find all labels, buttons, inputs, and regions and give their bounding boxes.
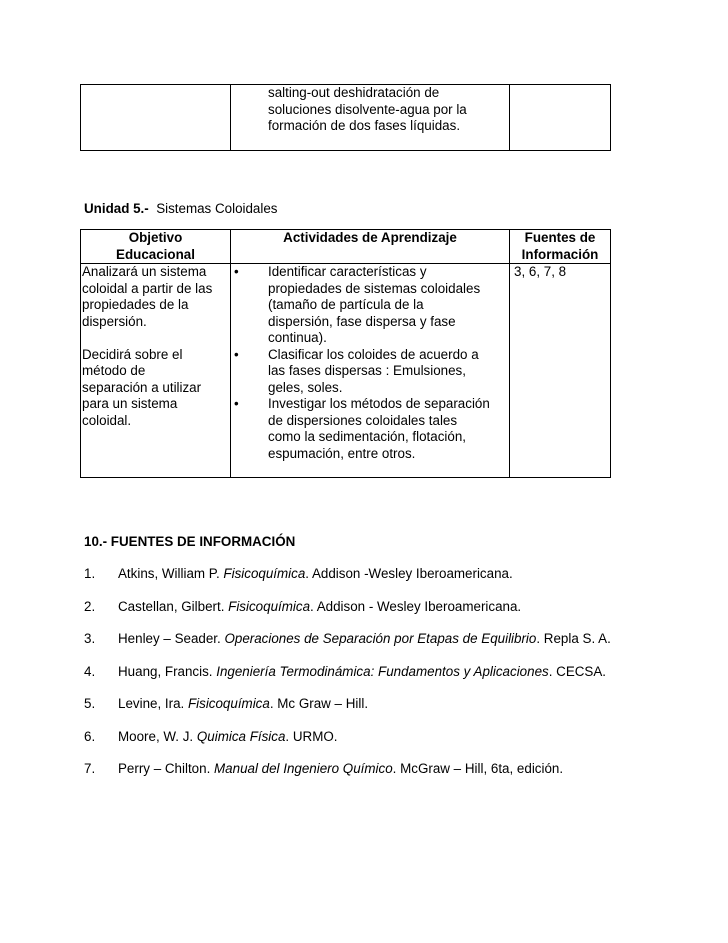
spacer [82, 330, 228, 347]
reference-publisher: . URMO. [285, 728, 338, 744]
reference-title: Manual del Ingeniero Químico [214, 761, 393, 776]
table-row [81, 264, 611, 478]
unit-table [80, 229, 611, 478]
activity-list [233, 264, 507, 462]
reference-publisher: . Repla S. A. [536, 631, 611, 646]
activity-line: espumación, entre otros. [268, 445, 416, 461]
activity-line: de dispersiones coloidales tales [268, 412, 458, 428]
reference-title: Operaciones de Separación por Etapas de Equilibrio [224, 631, 537, 646]
list-item [84, 566, 628, 583]
section-title: 10.- FUENTES DE INFORMACIÓN [84, 534, 296, 549]
reference-author: Henley – Seader. [118, 631, 225, 646]
reference-publisher: . Addison - Wesley Iberoamericana. [310, 598, 522, 614]
header-activities-text: Actividades de Aprendizaje [283, 230, 457, 245]
bullet-icon: • [234, 264, 239, 279]
objective-cell [81, 85, 231, 151]
list-item [84, 664, 628, 681]
activity-line: geles, soles. [268, 379, 343, 395]
list-item [233, 264, 507, 347]
reference-number: 6. [84, 728, 96, 744]
header-activities [231, 230, 510, 264]
objective-line: para un sistema [82, 396, 178, 411]
activities-cell [231, 85, 510, 151]
header-objective-line: Objetivo [128, 230, 183, 245]
reference-number: 2. [84, 598, 96, 614]
objective-line: método de [82, 363, 146, 378]
objective-cell [81, 264, 231, 478]
bullet-icon: • [234, 346, 239, 362]
reference-title: Fisicoquímica [187, 696, 270, 711]
list-item [84, 696, 628, 713]
activity-line: Investigar los métodos de separación [268, 396, 490, 411]
list-item [233, 396, 507, 462]
reference-publisher: . CECSA. [548, 663, 607, 679]
activity-line: Clasificar los coloides de acuerdo a [268, 346, 479, 362]
activity-line: salting-out deshidratación de [268, 85, 440, 100]
activities-cell [231, 264, 510, 478]
objective-line: Analizará un sistema [82, 264, 207, 279]
list-item [84, 599, 628, 616]
reference-publisher: . Mc Graw – Hill. [269, 696, 369, 711]
list-item [84, 631, 628, 648]
reference-number: 7. [84, 761, 96, 776]
reference-author: Castellan, Gilbert. [118, 598, 229, 614]
activity-line: (tamaño de partícula de la [268, 297, 424, 312]
bullet-icon: • [234, 396, 239, 411]
header-objective [81, 230, 231, 264]
header-objective-line: Educacional [116, 246, 195, 262]
activity-line: continua). [268, 330, 327, 345]
reference-title: Fisicoquímica [228, 598, 311, 614]
reference-author: Perry – Chilton. [118, 761, 215, 776]
table-row [81, 85, 611, 151]
objective-line: propiedades de la [82, 297, 189, 312]
reference-number: 3. [84, 631, 96, 646]
objective-line: dispersión. [82, 313, 147, 329]
reference-title: Ingeniería Termodinámica: Fundamentos y Aplicaciones [216, 663, 549, 679]
unit-title: Sistemas Coloidales [156, 201, 278, 216]
reference-author: Levine, Ira. [118, 696, 188, 711]
objective-line: separación a utilizar [82, 379, 202, 395]
activity-line: como la sedimentación, flotación, [268, 429, 466, 444]
reference-author: Huang, Francis. [118, 663, 217, 679]
reference-author: Moore, W. J. [118, 728, 197, 744]
list-item [84, 761, 628, 778]
sources-cell [510, 264, 611, 478]
reference-author: Atkins, William P. [118, 566, 224, 581]
header-sources-line: Fuentes de [524, 230, 596, 245]
reference-publisher: . McGraw – Hill, 6ta, edición. [392, 761, 564, 776]
activity-line: dispersión, fase dispersa y fase [268, 313, 456, 329]
continuation-table [80, 84, 611, 151]
sources-value: 3, 6, 7, 8 [514, 264, 567, 279]
sources-cell [510, 85, 611, 151]
table-header-row [81, 230, 611, 264]
reference-title: Fisicoquímica [223, 566, 306, 581]
reference-publisher: . Addison -Wesley Iberoamericana. [305, 566, 513, 581]
activity-line: propiedades de sistemas coloidales [268, 280, 481, 296]
activity-line: formación de dos fases líquidas. [268, 118, 461, 133]
reference-list [84, 566, 628, 794]
activity-line: soluciones disolvente-agua por la [268, 101, 467, 117]
header-sources [510, 230, 611, 264]
unit-heading [84, 201, 278, 218]
reference-number: 1. [84, 566, 96, 581]
reference-number: 5. [84, 696, 96, 711]
header-sources-line: Información [521, 246, 599, 262]
reference-title: Quimica Física [196, 728, 286, 744]
objective-line: coloidal. [82, 412, 132, 428]
activity-line: las fases dispersas : Emulsiones, [268, 363, 466, 378]
objective-line: coloidal a partir de las [82, 280, 213, 296]
reference-number: 4. [84, 663, 96, 679]
list-item [84, 729, 628, 746]
activity-line: Identificar características y [268, 264, 427, 279]
objective-line: Decidirá sobre el [82, 346, 183, 362]
list-item [233, 347, 507, 397]
unit-label: Unidad 5.- [84, 201, 149, 216]
